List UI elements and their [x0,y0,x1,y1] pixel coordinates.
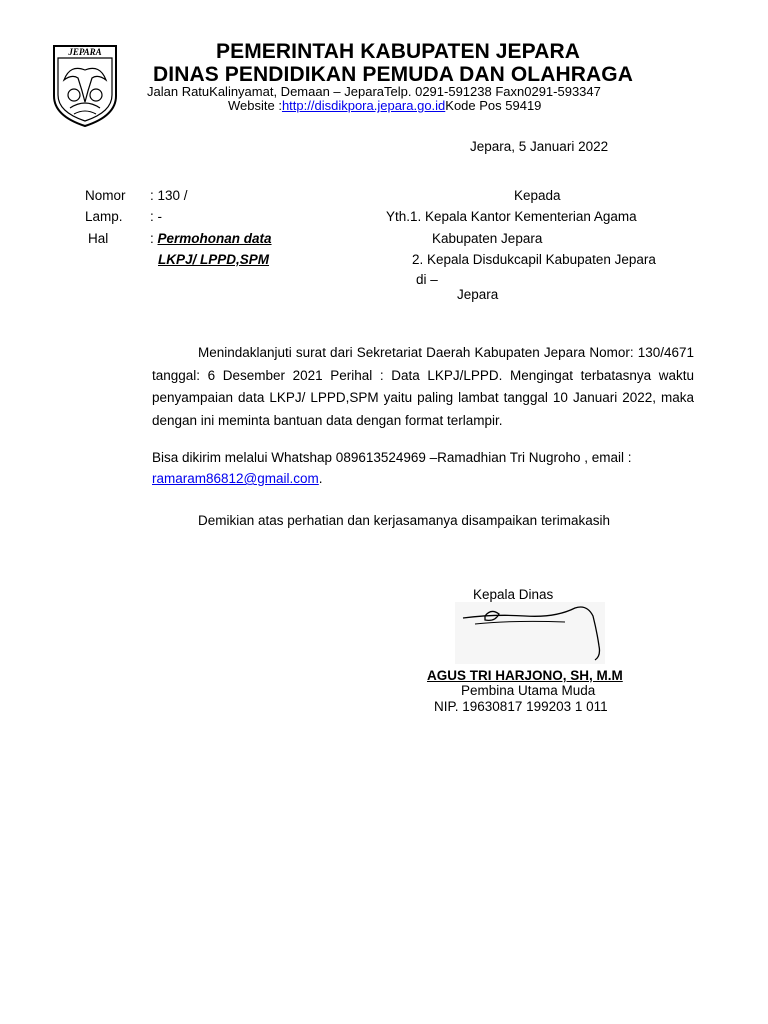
jepara-emblem-logo [50,40,120,128]
hal-subject-line2: LKPJ/ LPPD,SPM [158,252,270,267]
hal-subject-line1: Permohonan data [157,231,272,246]
recipient-line4: di – [416,272,438,287]
signatory-nip: NIP. 19630817 199203 1 011 [434,699,608,714]
body-paragraph-2: Bisa dikirim melalui Whatshap 089613524969 –Ramadhian Tri Nugroho , email : [152,450,632,465]
date-place: Jepara, 5 Januari 2022 [470,139,609,154]
body-paragraph-1 [152,342,694,432]
signatory-rank: Pembina Utama Muda [461,683,596,698]
lamp-label: Lamp. [85,209,123,224]
recipient-line5: Jepara [457,287,499,302]
hal-label: Hal [88,231,109,246]
nomor-label: Nomor [85,188,126,203]
website-link[interactable]: http://disdikpora.jepara.go.id [281,98,446,113]
email-link[interactable]: ramaram86812@gmail.com [152,471,319,486]
hal-value [150,231,272,246]
signature-title: Kepala Dinas [473,587,554,602]
closing-sentence: Demikian atas perhatian dan kerjasamanya disampaikan terimakasih [198,513,610,528]
header-address: Jalan RatuKalinyamat, Demaan – JeparaTelp. 0291-591238 Faxn0291-593347 [147,84,601,99]
paragraph1-text: Menindaklanjuti surat dari Sekretariat Daerah Kabupaten Jepara Nomor: 130/4671 tanggal: 6 Desember 2021 Perihal : Data LKPJ/LPPD. Mengingat terbatasnya waktu penyampaian data LKPJ/ LPPD,SPM yaitu paling lambat tanggal 10 Januari 2022, maka dengan ini meminta bantuan data dengan format terlampir. [152,345,694,428]
signatory-name: AGUS TRI HARJONO, SH, M.M [427,668,623,683]
handwritten-signature [455,602,605,664]
lamp-value: : - [150,209,162,224]
nomor-value: : 130 / [150,188,188,203]
email-suffix: . [318,471,323,486]
header-title-line1: PEMERINTAH KABUPATEN JEPARA [216,40,580,63]
logo-text: JEPARA [68,47,102,57]
email-line [152,471,323,486]
recipient-line2: Kabupaten Jepara [432,231,543,246]
hal-colon: : [150,231,158,246]
website-label: Website : [228,98,282,113]
recipient-line1: Yth.1. Kepala Kantor Kementerian Agama [386,209,637,224]
header-title-line2: DINAS PENDIDIKAN PEMUDA DAN OLAHRAGA [153,63,633,86]
recipient-line3: 2. Kepala Disdukcapil Kabupaten Jepara [412,252,656,267]
recipient-kepada: Kepada [514,188,561,203]
header-website-line [228,98,541,113]
postal-code: Kode Pos 59419 [445,98,542,113]
